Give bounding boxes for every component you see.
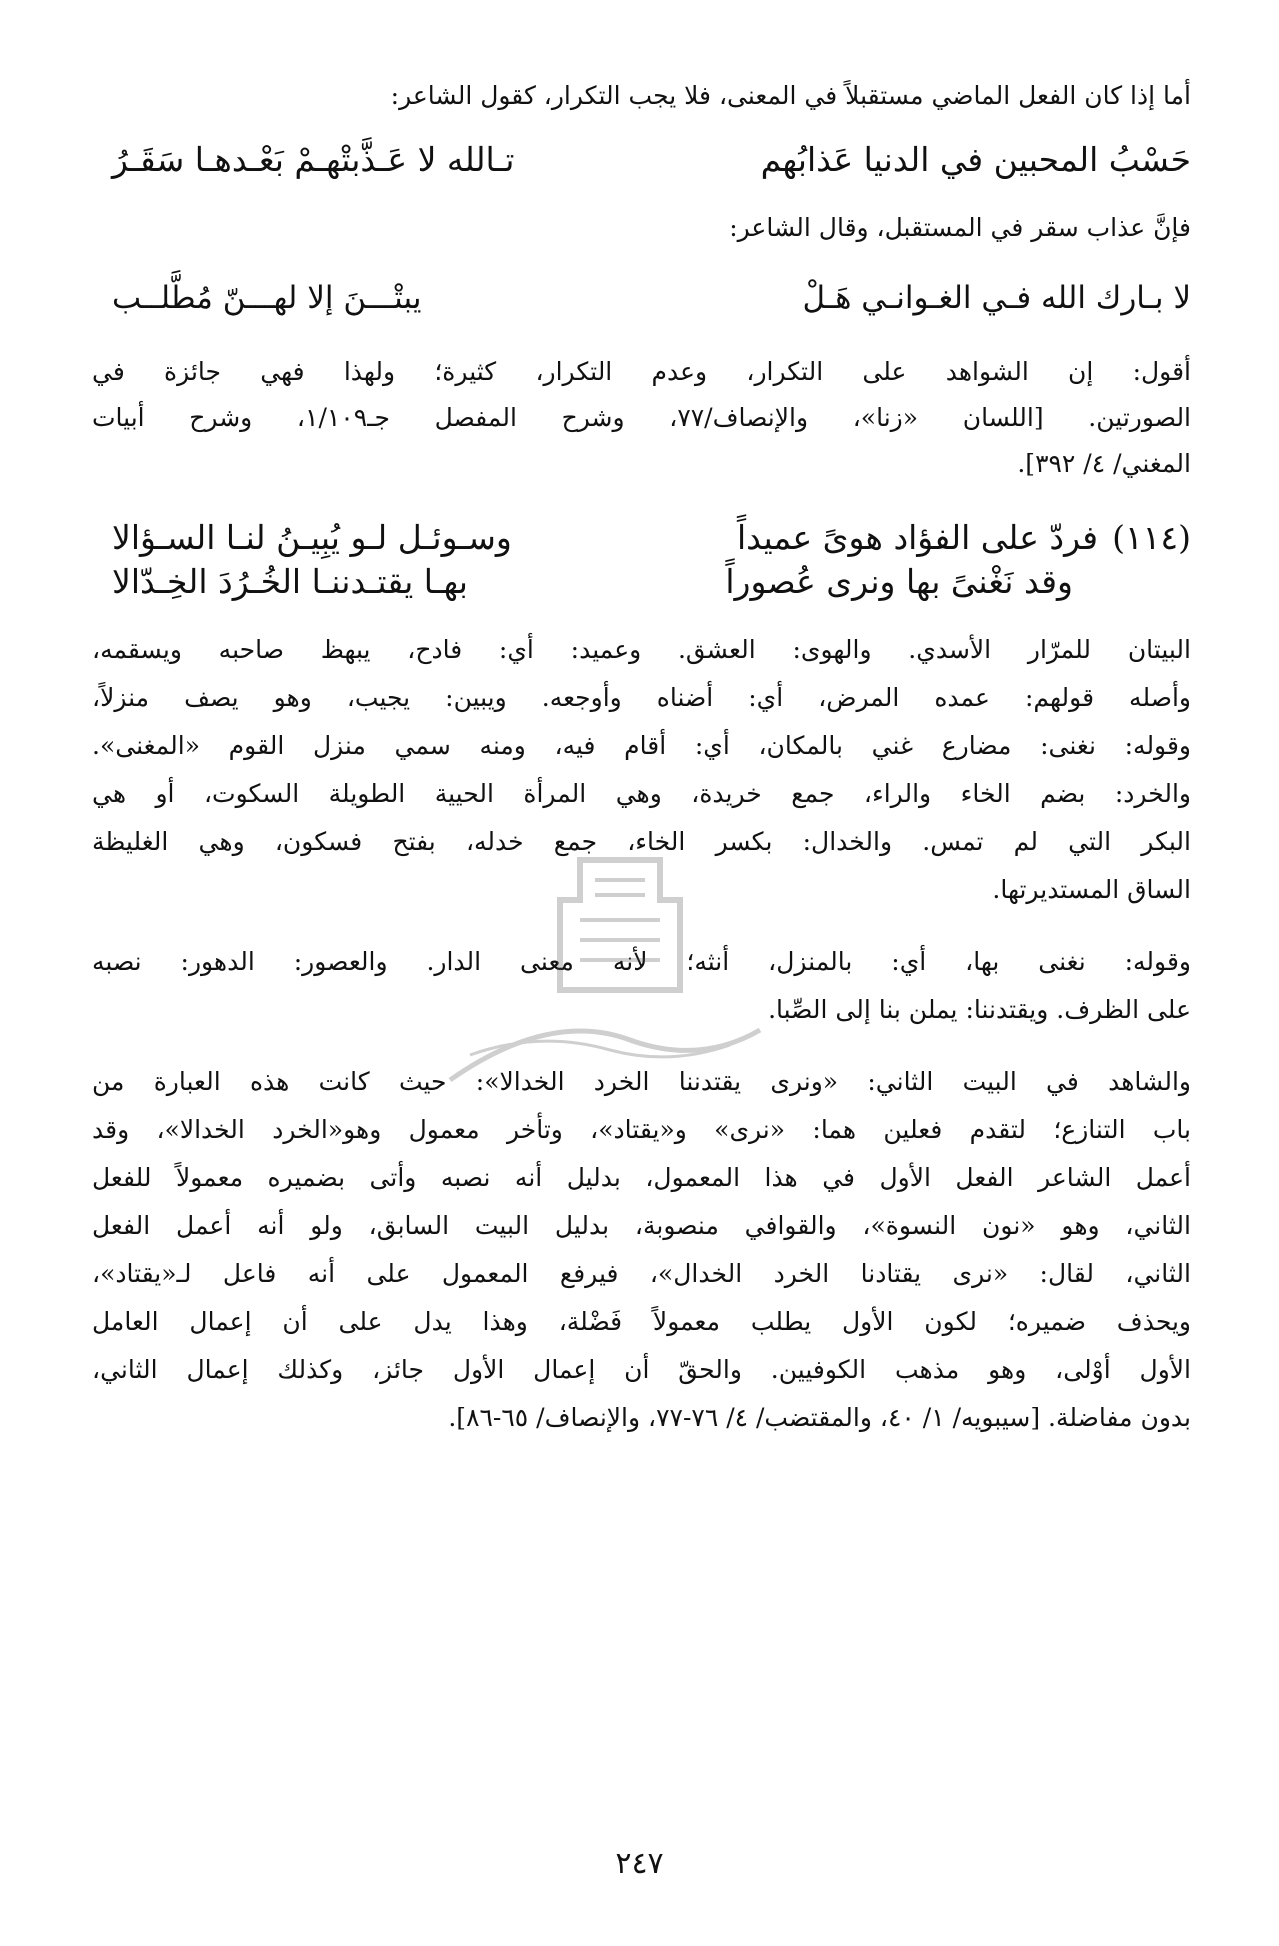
para2-line: البيتان للمرّار الأسدي. والهوى: العشق. وعميد: أي: فادح، يبهظ صاحبه ويسقمه،: [92, 635, 1191, 664]
para1-line: المغني/ ٤/ ٣٩٢].: [1017, 449, 1191, 478]
para4-line: أعمل الشاعر الفعل الأول في هذا المعمول، بدليل أنه نصبه وأتى بضميره معمولاً للفعل: [92, 1163, 1191, 1192]
para4-line: والشاهد في البيت الثاني: «ونرى يقتدننا الخرد الخدالا»: حيث كانت هذه العبارة من: [92, 1067, 1191, 1096]
para2-line: وأصله قولهم: عمده المرض، أي: أضناه وأوجعه. ويبين: يجيب، وهو يصف منزلاً،: [92, 683, 1191, 712]
para2-line: البكر التي لم تمس. والخدال: بكسر الخاء، جمع خدله، بفتح فسكون، وهي الغليظة: [92, 827, 1191, 856]
verse-2: [112, 270, 1191, 326]
para4-line: الثاني، لقال: «نرى يقتادنا الخرد الخدال»، فيرفع المعمول على أنه فاعل لـ«يقتاد»،: [92, 1259, 1191, 1288]
verse-number: (١١٤): [1112, 518, 1191, 557]
transition-line: فإنَّ عذاب سقر في المستقبل، وقال الشاعر:: [729, 213, 1191, 242]
verse-114-line-2: [112, 554, 1191, 610]
para2-line: والخرد: بضم الخاء والراء، جمع خريدة، وهي المرأة الحيية الطويلة السكوت، أو هي: [92, 779, 1191, 808]
verse-2-second-hemistich: يبتْـــنَ إلا لهـــنّ مُطَّلــب: [112, 280, 422, 316]
verse-1-first-hemistich: حَسْبُ المحبين في الدنيا عَذابُهم: [760, 140, 1191, 179]
para3-line: على الظرف. ويقتدننا: يملن بنا إلى الصِّبا.: [768, 995, 1191, 1024]
para3-line: وقوله: نغنى بها، أي: بالمنزل، أنثه؛ لأنه معنى الدار. والعصور: الدهور: نصبه: [92, 947, 1191, 976]
verse-114-first-hemistich: وقد نَغْنىً بها ونرى عُصوراً: [725, 562, 1073, 601]
verse-114-first-hemistich: (١١٤)فردّ على الفؤاد هوىً عميداً: [737, 510, 1191, 566]
verse-1: [112, 132, 1191, 188]
para4-line: الثاني، وهو «نون النسوة»، والقوافي منصوبة، بدليل البيت السابق، ولو أنه أعمل الفعل: [92, 1211, 1191, 1240]
para1-line: الصورتين. [اللسان «زنا»، والإنصاف/٧٧، وشرح المفصل جـ١/١٠٩، وشرح أبيات: [92, 403, 1191, 432]
page-number: ٢٤٧: [615, 1846, 664, 1881]
para2-line: وقوله: نغنى: مضارع غني بالمكان، أي: أقام فيه، ومنه سمي منزل القوم «المغنى».: [92, 731, 1191, 760]
para4-line: الأول أوْلى، وهو مذهب الكوفيين. والحقّ أن إعمال الأول جائز، وكذلك إعمال الثاني،: [92, 1355, 1191, 1384]
verse-114-second-hemistich: بهـا يقتـدننـا الخُـرُدَ الخِـدّالا: [112, 562, 468, 601]
para1-line: أقول: إن الشواهد على التكرار، وعدم التكرار، كثيرة؛ ولهذا فهي جائزة في: [92, 357, 1191, 386]
para4-line: بدون مفاضلة. [سيبويه/ ١/ ٤٠، والمقتضب/ ٤/ ٧٦-٧٧، والإنصاف/ ٦٥-٨٦].: [448, 1403, 1191, 1432]
para4-line: باب التنازع؛ لتقدم فعلين هما: «نرى» و«يقتاد»، وتأخر معمول وهو«الخرد الخدالا»، وقد: [92, 1115, 1191, 1144]
verse-114-second-hemistich: وسـوئـل لـو يُبِيـنُ لنـا السـؤالا: [112, 518, 512, 557]
intro-line: أما إذا كان الفعل الماضي مستقبلاً في المعنى، فلا يجب التكرار، كقول الشاعر:: [390, 81, 1191, 110]
para2-line: الساق المستديرتها.: [992, 875, 1191, 904]
para4-line: ويحذف ضميره؛ لكون الأول يطلب معمولاً فَضْلة، وهذا يدل على أن إعمال العامل: [92, 1307, 1191, 1336]
verse-1-second-hemistich: تـالله لا عَـذَّبتْهـمْ بَعْـدهـا سَقَـرُ: [112, 140, 515, 179]
verse-2-first-hemistich: لا بـارك الله فـي الغـوانـي هَـلْ: [802, 280, 1191, 316]
